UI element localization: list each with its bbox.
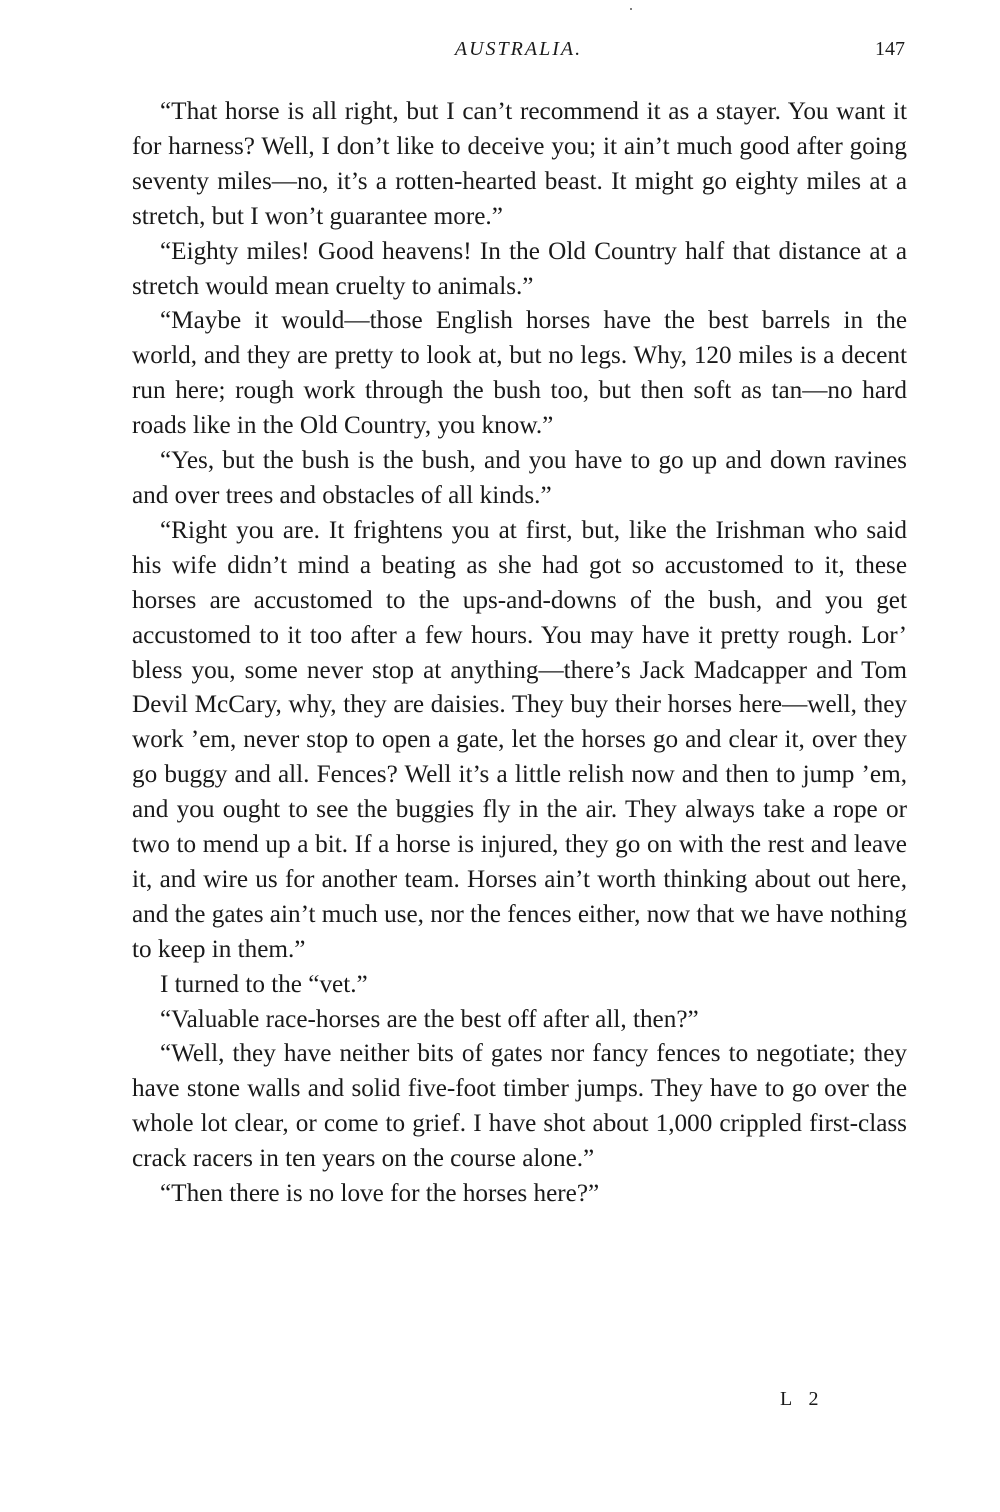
paragraph: “Yes, but the bush is the bush, and you have to go up and down ravines and over trees and obstacles of all kinds.” bbox=[132, 447, 907, 509]
print-speck bbox=[630, 8, 632, 10]
paragraph: “Right you are. It frightens you at first, but, like the Irishman who said his wife didn’t mind a beating as she had got so accustomed to it, these horses are accustomed to the ups-and-downs of the bush, and you get accustomed to it too after a few hours. You may have it pretty rough. Lor’ bless you, some never stop at anything—there’s Jack Madcapper and Tom Devil McCary, why, they are daisies. They buy their horses here—well, they work ’em, never stop to open a gate, let the horses go and clear it, over they go buggy and all. Fences? Well it’s a little relish now and then to jump ’em, and you ought to see the buggies fly in the air. They always take a rope or two to mend up a bit. If a horse is injured, they go on with the rest and leave it, and wire us for another team. Horses ain’t worth thinking about out here, and the gates ain’t much use, nor the fences either, now that we have nothing to keep in them.” bbox=[132, 516, 907, 963]
paragraph: “Maybe it would—those English horses have the best barrels in the world, and they are pretty to look at, but no legs. Why, 120 miles is a decent run here; rough work through the bush too, but then soft as tan—no hard roads like in the Old Country, you know.” bbox=[132, 307, 907, 440]
paragraph: “That horse is all right, but I can’t recommend it as a stayer. You want it for harness? Well, I don’t like to deceive you; it ain’t much good after going seventy miles—no, it’s a rotten-hearted beast. It might go eighty miles at a stretch, but I won’t guarantee more.” bbox=[132, 98, 907, 230]
paragraph: “Then there is no love for the horses here?” bbox=[160, 1180, 600, 1208]
running-head bbox=[132, 38, 905, 72]
paragraph: “Well, they have neither bits of gates nor fancy fences to negotiate; they have stone walls and solid five-foot timber jumps. They have to go over the whole lot clear, or come to grief. I have shot about 1,000 crippled first-class crack racers in ten years on the course alone.” bbox=[132, 1040, 907, 1173]
body-text bbox=[132, 95, 907, 1212]
paragraph: “Eighty miles! Good heavens! In the Old Country half that distance at a stretch would mean cruelty to animals.” bbox=[132, 237, 907, 300]
running-title: AUSTRALIA. bbox=[454, 38, 583, 60]
signature-mark: L 2 bbox=[780, 1388, 825, 1410]
paragraph: I turned to the “vet.” bbox=[160, 970, 368, 998]
page-number: 147 bbox=[875, 38, 905, 60]
paragraph: “Valuable race-horses are the best off after all, then?” bbox=[160, 1005, 699, 1033]
